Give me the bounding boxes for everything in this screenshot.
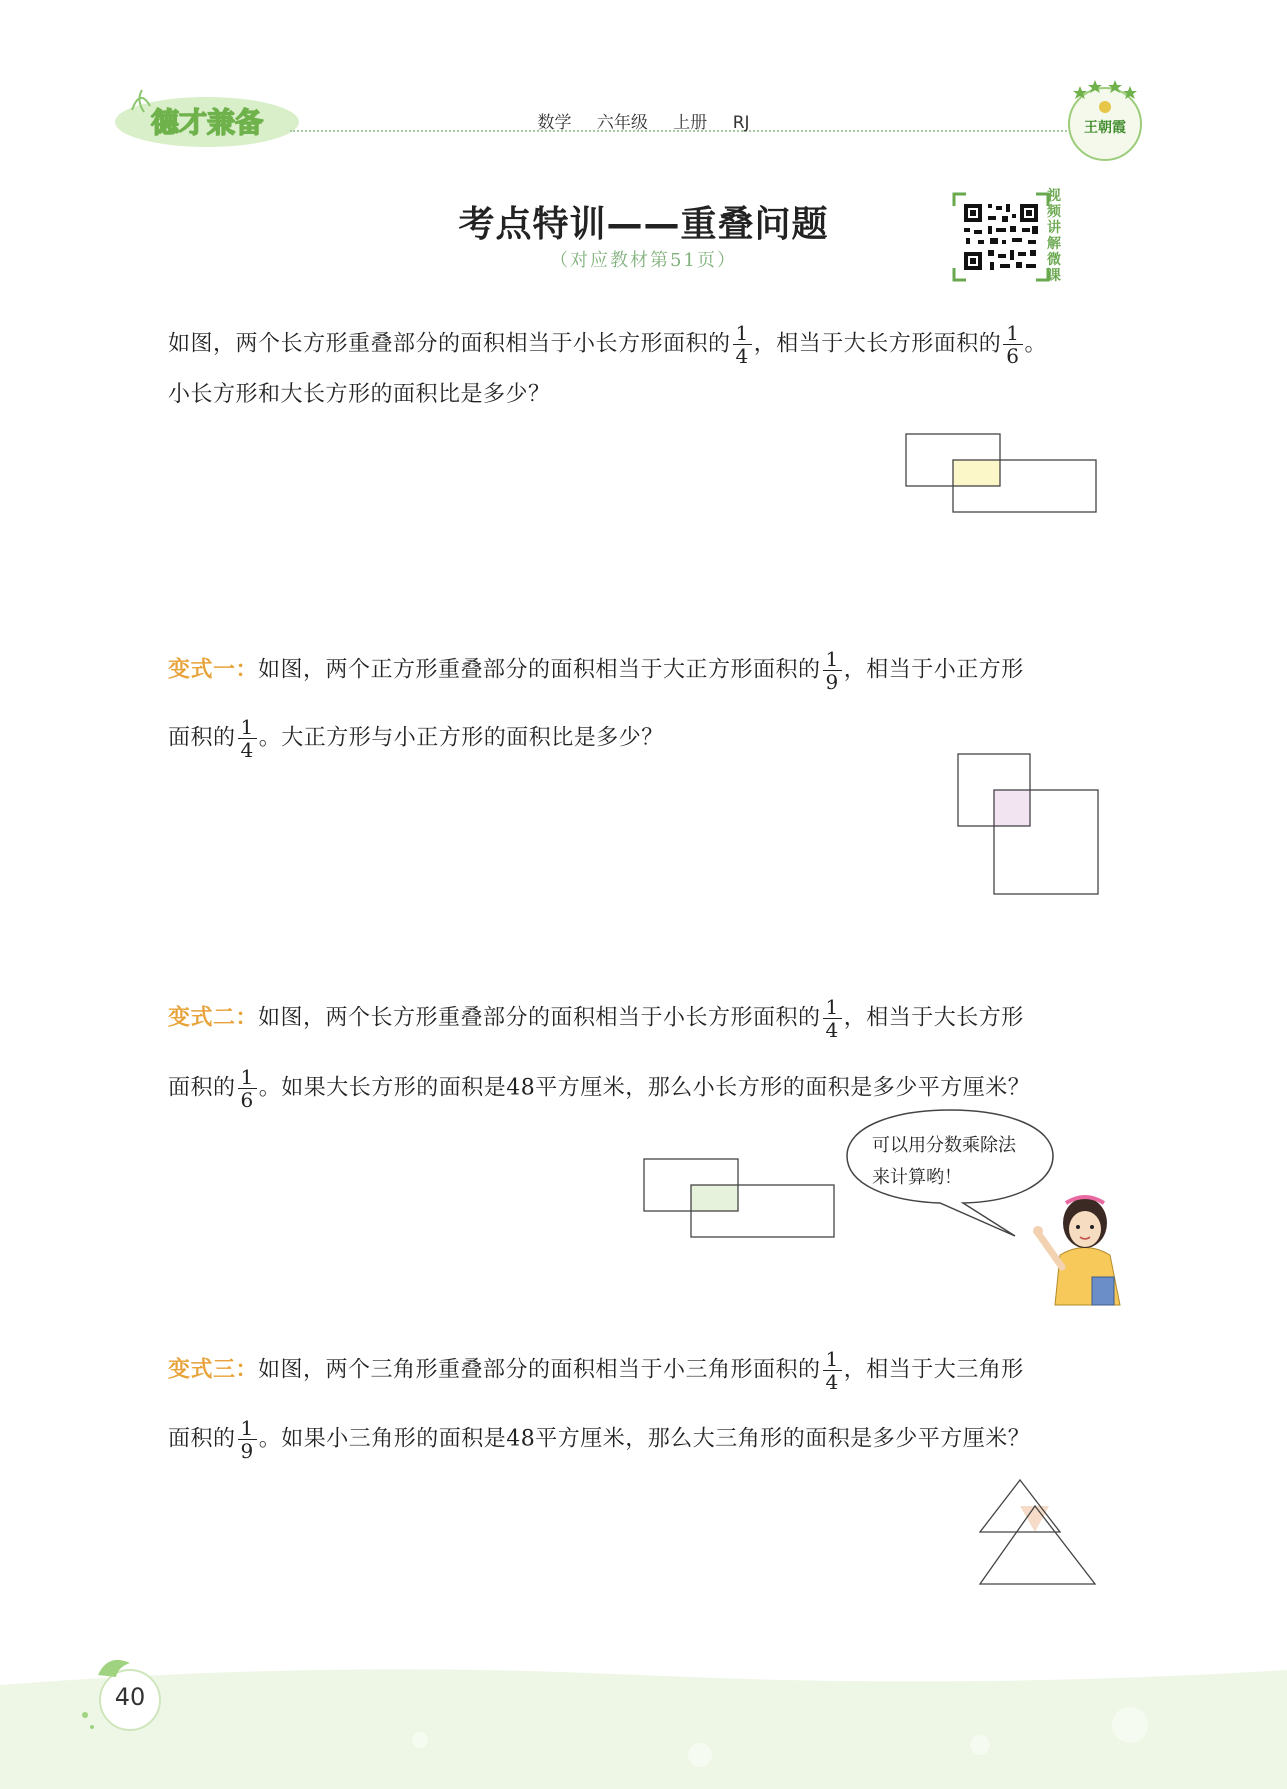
overlap-region — [953, 460, 1000, 486]
subject: 数学 — [537, 113, 572, 133]
overlap-region — [994, 790, 1030, 826]
badge-text: 王朝霞 — [1084, 120, 1126, 136]
fraction-one-sixth: $\frac{1}{6}$ — [238, 1066, 257, 1111]
variant1-line1 — [168, 648, 1024, 693]
fraction-one-quarter: $\frac{1}{4}$ — [238, 716, 257, 761]
page-title: 考点特训——重叠问题 — [458, 204, 829, 245]
variant1-label: 变式一： — [168, 657, 259, 683]
textbook-reference: （对应教材第51页） — [550, 250, 737, 271]
variant2-text-b: ，相当于大长方形 — [843, 1005, 1024, 1031]
variant2-line2 — [168, 1066, 1030, 1111]
problem1-line2: 小长方形和大长方形的面积比是多少？ — [168, 382, 551, 407]
hint-line1: 可以用分数乘除法 — [872, 1135, 1016, 1156]
hint-text — [872, 1130, 1052, 1194]
variant2-figure — [643, 1158, 837, 1238]
fraction-one-quarter: $\frac{1}{4}$ — [823, 996, 842, 1041]
variant1-line2 — [168, 716, 664, 761]
series-logo-text: 德才兼备 — [150, 106, 264, 139]
hint-line2: 来计算哟！ — [872, 1167, 962, 1188]
variant3-figure — [978, 1478, 1098, 1586]
variant3-text-c: 面积的 — [168, 1426, 236, 1452]
fraction-one-quarter: $\frac{1}{4}$ — [823, 1348, 842, 1393]
variant2-label: 变式二： — [168, 1005, 259, 1031]
overlap-region — [691, 1185, 738, 1211]
problem1-text-c: 。 — [1024, 331, 1048, 357]
variant1-figure — [957, 753, 1099, 895]
variant2-line1 — [168, 996, 1024, 1041]
fraction-one-sixth: $\frac{1}{6}$ — [1003, 322, 1022, 367]
fraction-one-ninth: $\frac{1}{9}$ — [238, 1417, 257, 1462]
grade: 六年级 — [596, 113, 648, 133]
author-badge — [1060, 72, 1150, 167]
fraction-one-ninth: $\frac{1}{9}$ — [823, 648, 842, 693]
problem1-line1 — [168, 322, 1047, 367]
problem1-figure — [905, 433, 1100, 513]
problem1-text-b: ，相当于大长方形面积的 — [753, 331, 1002, 357]
variant1-text-b: ，相当于小正方形 — [843, 657, 1024, 683]
qr-caption: 视频讲解微课 — [1047, 188, 1061, 284]
variant3-line2 — [168, 1417, 1030, 1462]
variant1-text-c: 面积的 — [168, 725, 236, 751]
variant1-text-d: 。大正方形与小正方形的面积比是多少？ — [258, 725, 664, 751]
variant2-text-d: 。如果大长方形的面积是48平方厘米，那么小长方形的面积是多少平方厘米？ — [258, 1075, 1031, 1101]
variant2-text-a: 如图，两个长方形重叠部分的面积相当于小长方形面积的 — [258, 1005, 821, 1031]
fraction-one-quarter: $\frac{1}{4}$ — [733, 322, 752, 367]
footer-decoration — [0, 1655, 1287, 1789]
variant3-text-b: ，相当于大三角形 — [843, 1357, 1024, 1383]
variant3-text-a: 如图，两个三角形重叠部分的面积相当于小三角形面积的 — [258, 1357, 821, 1383]
girl-illustration — [1030, 1185, 1130, 1310]
variant2-text-c: 面积的 — [168, 1075, 236, 1101]
variant3-line1 — [168, 1348, 1024, 1393]
page-number: 40 — [114, 1683, 146, 1711]
volume: 上册 — [673, 113, 708, 133]
variant3-text-d: 。如果小三角形的面积是48平方厘米，那么大三角形的面积是多少平方厘米？ — [258, 1426, 1031, 1452]
edition: RJ — [732, 113, 750, 133]
variant1-text-a: 如图，两个正方形重叠部分的面积相当于大正方形面积的 — [258, 657, 821, 683]
problem1-text-a: 如图，两个长方形重叠部分的面积相当于小长方形面积的 — [168, 331, 731, 357]
variant3-label: 变式三： — [168, 1357, 259, 1383]
